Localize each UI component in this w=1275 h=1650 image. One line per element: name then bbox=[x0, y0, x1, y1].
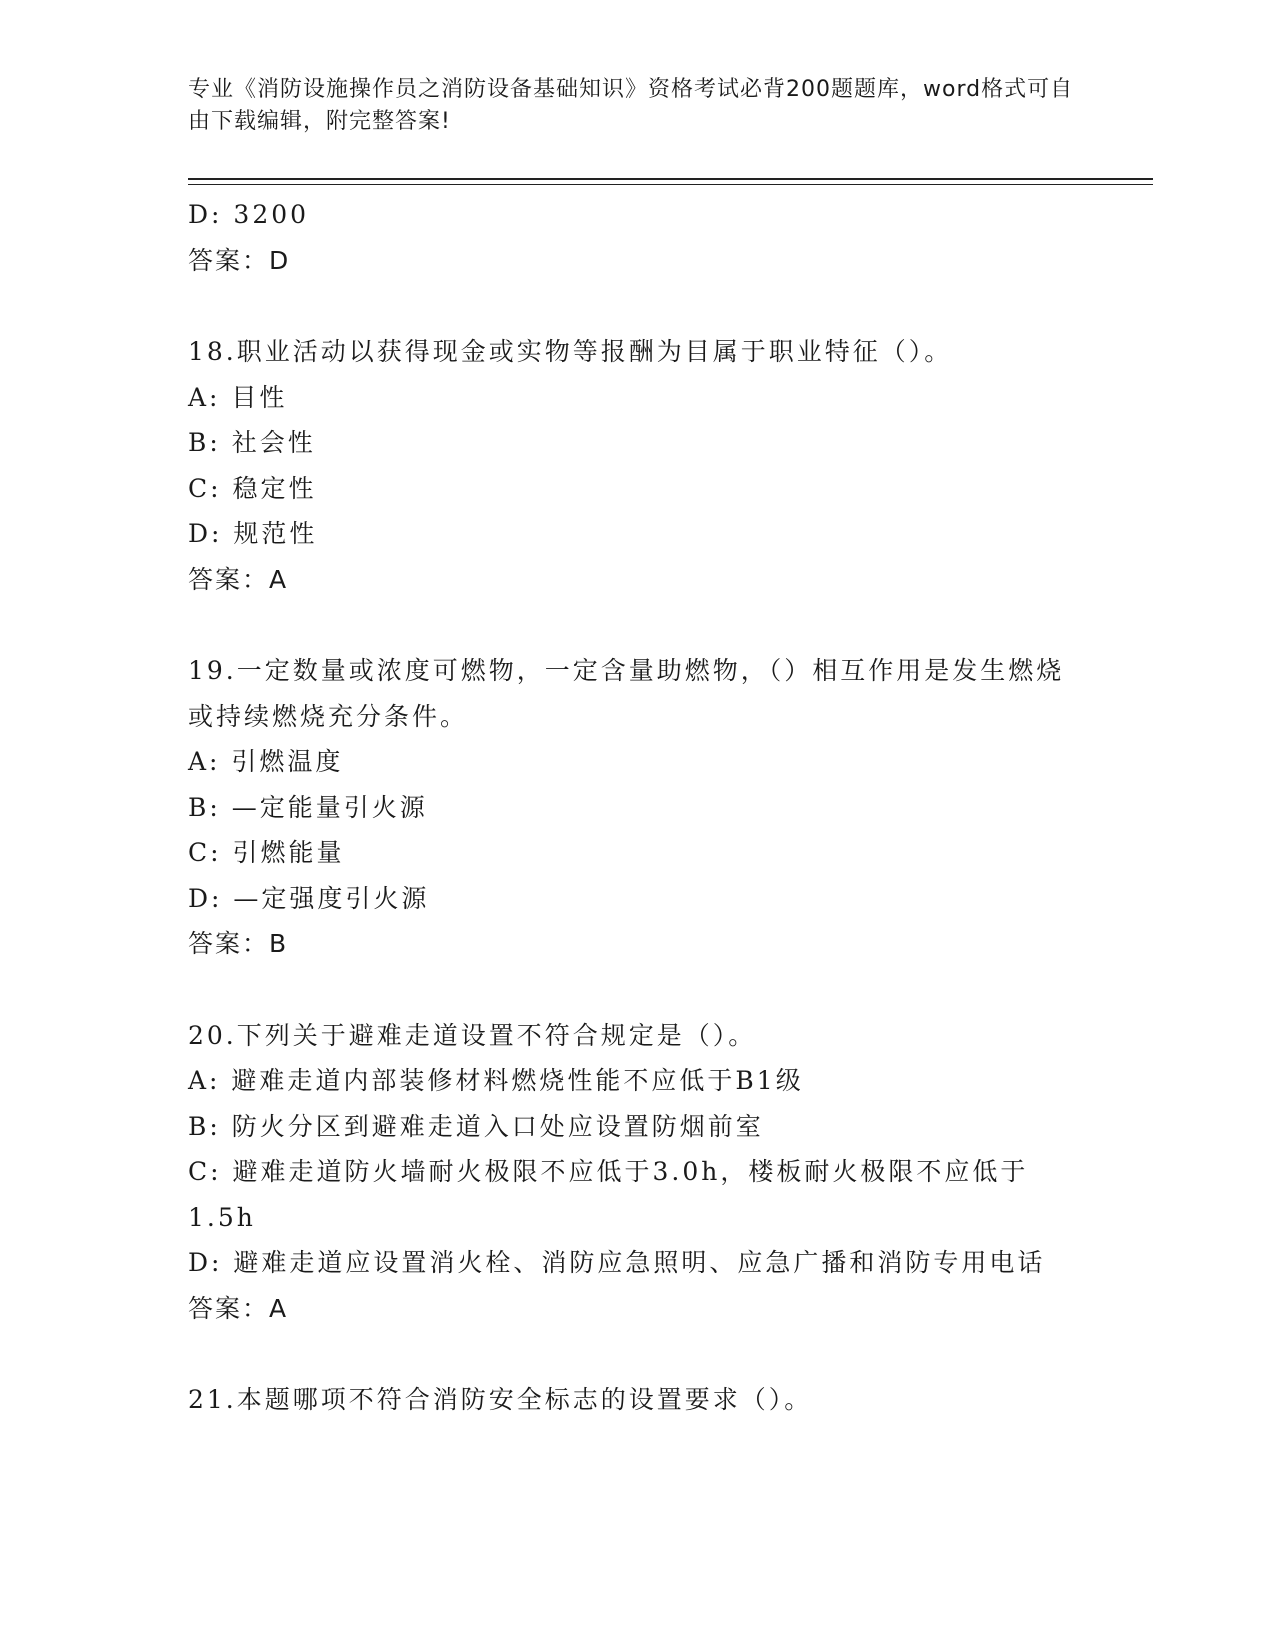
answer-line: 答案：B bbox=[188, 929, 289, 958]
option-d: D: 3200 bbox=[188, 200, 310, 229]
option-b: B: 防火分区到避难走道入口处应设置防烟前室 bbox=[188, 1111, 764, 1141]
option-d: D: —定强度引火源 bbox=[188, 883, 430, 913]
answer-line: 答案：A bbox=[188, 1293, 289, 1323]
answer-line: 答案：D bbox=[188, 245, 291, 275]
question-stem: 18.职业活动以获得现金或实物等报酬为目属于职业特征（）。 bbox=[188, 337, 953, 366]
header-rule-thin bbox=[188, 184, 1153, 185]
option-a: A: 避难走道内部装修材料燃烧性能不应低于B1级 bbox=[188, 1066, 804, 1095]
option-b: B: 社会性 bbox=[188, 428, 316, 457]
option-c: C: 稳定性 bbox=[188, 473, 317, 503]
answer-line: 答案：A bbox=[188, 564, 289, 594]
option-a: A: 引燃温度 bbox=[188, 747, 344, 776]
option-a: A: 目性 bbox=[188, 382, 288, 412]
option-b: B: —定能量引火源 bbox=[188, 792, 428, 822]
header-rule-thick bbox=[188, 178, 1153, 180]
option-c: C: 引燃能量 bbox=[188, 838, 345, 867]
option-d: D: 避难走道应设置消火栓、消防应急照明、应急广播和消防专用电话 bbox=[188, 1248, 1046, 1277]
question-stem: 21.本题哪项不符合消防安全标志的设置要求（）。 bbox=[188, 1385, 813, 1414]
document-header: 专业《消防设施操作员之消防设备基础知识》资格考试必背200题题库，word格式可自由下载编辑，附完整答案! bbox=[188, 77, 1074, 134]
question-content bbox=[188, 192, 1088, 1423]
option-d: D: 规范性 bbox=[188, 519, 318, 548]
question-stem: 20.下列关于避难走道设置不符合规定是（）。 bbox=[188, 1020, 757, 1050]
question-stem: 19.一定数量或浓度可燃物，一定含量助燃物，（）相互作用是发生燃烧或持续燃烧充分条件。 bbox=[188, 656, 1065, 731]
option-c: C: 避难走道防火墙耐火极限不应低于3.0h，楼板耐火极限不应低于1.5h bbox=[188, 1157, 1029, 1232]
